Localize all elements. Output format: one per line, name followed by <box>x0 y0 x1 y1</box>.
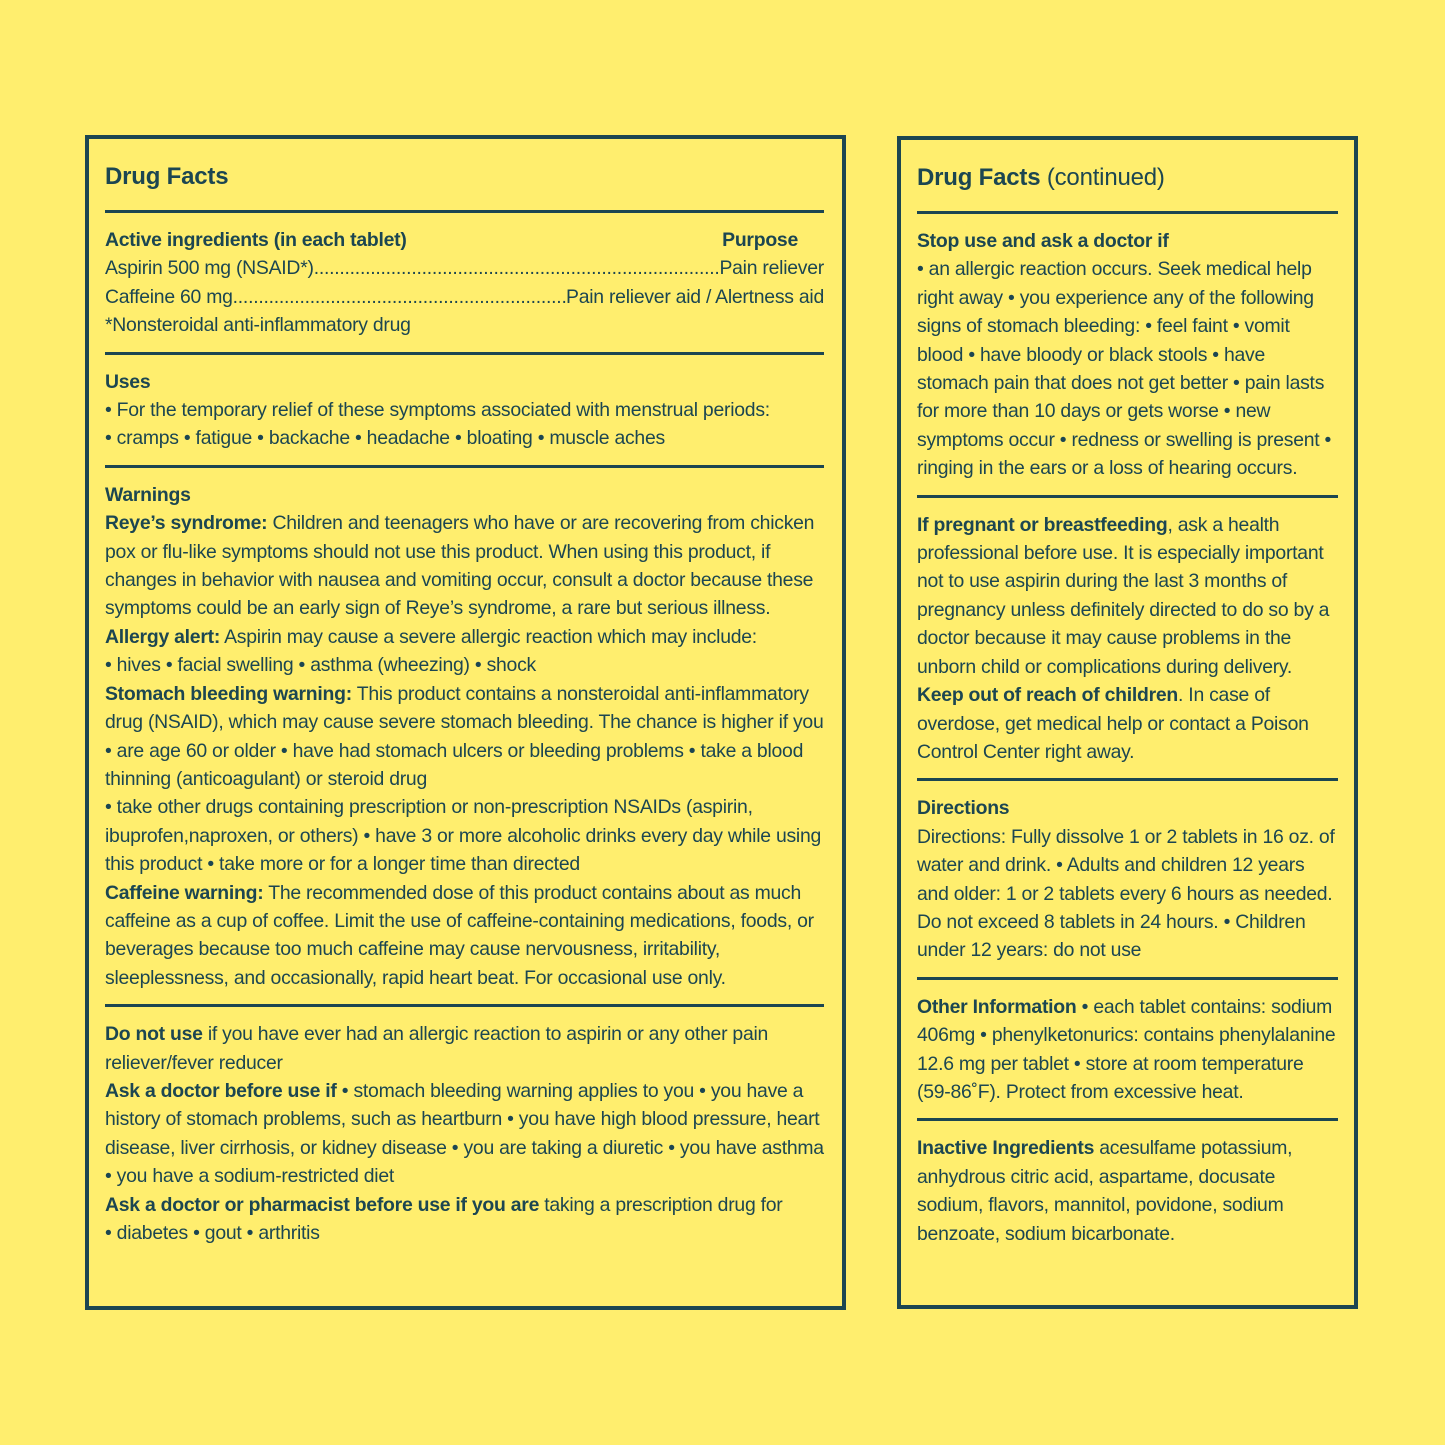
divider <box>917 778 1338 781</box>
panel-title: Drug Facts <box>105 163 229 190</box>
other-information-text: • each tablet contains: sodium 406mg • phenylketonurics: contains phenylalanine 12.6 mg per tablet • store at room temperature (59-86˚F). Protect from excessive heat. <box>917 995 1336 1103</box>
do-not-use <box>105 1020 824 1077</box>
do-not-use-label: Do not use <box>105 1023 203 1046</box>
caffeine-warning <box>105 879 824 993</box>
uses-section <box>105 368 824 453</box>
ask-doctor <box>105 1077 824 1191</box>
footnote: *Nonsteroidal anti-inflammatory drug <box>105 314 411 337</box>
reye-label: Reye’s syndrome: <box>105 512 268 535</box>
divider <box>105 465 824 468</box>
inactive-ingredients-section <box>917 1134 1338 1248</box>
divider <box>917 495 1338 498</box>
active-ingredients-heading: Active ingredients (in each tablet) <box>105 229 407 251</box>
ask-pharmacist-text: taking a prescription drug for <box>539 1193 783 1216</box>
caffeine-text: The recommended dose of this product contains about as much caffeine as a cup of coffee. Limit the use of caffeine-containing medications, foods, or beverages because too much caffeine may cause nervousness, irritability, sleeplessness, and occasionally, rapid heart beat. For occasional use only. <box>105 881 814 989</box>
divider <box>917 977 1338 980</box>
inactive-ingredients <box>917 1134 1338 1248</box>
active-ingredients-section <box>105 226 824 340</box>
ingredient-row <box>105 254 824 282</box>
ask-pharmacist-list: • diabetes • gout • arthritis <box>105 1222 320 1244</box>
pregnancy-text: , ask a health professional before use. It is especially important not to use aspirin during the last 3 months of pregnancy unless definitely directed to do so by a doctor because it may cause problems in the unborn child or complications during delivery. <box>917 513 1330 678</box>
keep-away-text: . In case of overdose, get medical help or contact a Poison Control Center right away. <box>917 684 1309 763</box>
purpose-heading: Purpose <box>722 229 798 251</box>
divider <box>105 1004 824 1007</box>
panel-title <box>917 162 1338 194</box>
ingredient-row <box>105 283 824 311</box>
ingredient-name: Aspirin 500 mg (NSAID*) <box>105 257 314 280</box>
directions-section <box>917 794 1338 964</box>
keep-away-label: Keep out of reach of children <box>917 684 1179 707</box>
pregnancy-section <box>917 511 1338 767</box>
directions-heading: Directions <box>917 797 1010 820</box>
do-not-use-text: if you have ever had an allergic reaction to aspirin or any other pain reliever/fever reducer <box>105 1023 769 1074</box>
reye-text: Children and teenagers who have or are recovering from chicken pox or flu-like symptoms should not use this product. When using this product, if changes in behavior with nausea and vomiting occur, consult a doctor because these symptoms could be an early sign of Reye’s syndrome, a rare but serious illness. <box>105 512 815 620</box>
drug-facts-panel <box>85 135 846 1310</box>
drug-facts-continued-panel <box>897 136 1358 1309</box>
allergy-alert <box>105 623 824 651</box>
ask-pharmacist-label: Ask a doctor or pharmacist before use if you are <box>105 1193 540 1216</box>
ingredient-purpose: Pain reliever <box>719 257 824 280</box>
divider <box>105 352 824 355</box>
reye-warning <box>105 509 824 623</box>
stop-use-text: • an allergic reaction occurs. Seek medical help right away • you experience any of the following signs of stomach bleeding: • feel faint • vomit blood • have bloody or black stools • have stomach pain that does not get better • pain lasts for more than 10 days or gets worse • new symptoms occur • redness or swelling is present • ringing in the ears or a loss of hearing occurs. <box>917 258 1332 480</box>
allergy-list: • hives • facial swelling • asthma (wheezing) • shock <box>105 654 536 677</box>
other-information-section <box>917 993 1338 1107</box>
warnings-heading: Warnings <box>105 483 191 506</box>
pregnancy-label: If pregnant or breastfeeding <box>917 513 1168 536</box>
inactive-ingredients-text: acesulfame potassium, anhydrous citric acid, aspartame, docusate sodium, flavors, mannitol, povidone, sodium benzoate, sodium bicarbonate. <box>917 1137 1293 1245</box>
allergy-label: Allergy alert: <box>105 625 221 648</box>
divider <box>105 210 824 213</box>
stop-use-heading: Stop use and ask a doctor if <box>917 230 1169 252</box>
panel-title-continued: (continued) <box>1040 164 1165 191</box>
other-information-label: Other Information <box>917 995 1077 1018</box>
allergy-text: Aspirin may cause a severe allergic reaction which may include: <box>220 625 757 648</box>
ask-doctor-text: • stomach bleeding warning applies to you • you have a history of stomach problems, such as heartburn • you have high blood pressure, heart disease, liver cirrhosis, or kidney disease • you are taking a diuretic • you have asthma • you have a sodium-restricted diet <box>105 1079 824 1188</box>
ask-doctor-label: Ask a doctor before use if <box>105 1079 337 1102</box>
warnings-section <box>105 481 824 992</box>
ingredient-purpose: Pain reliever aid / Alertness aid <box>566 285 824 308</box>
keep-away-warning <box>917 681 1338 766</box>
caffeine-label: Caffeine warning: <box>105 881 264 904</box>
leader-dots <box>233 283 566 311</box>
ingredient-name: Caffeine 60 mg <box>105 285 233 308</box>
active-ingredients-header <box>105 226 824 254</box>
uses-heading: Uses <box>105 370 151 393</box>
divider <box>917 211 1338 214</box>
divider <box>917 1118 1338 1121</box>
stomach-label: Stomach bleeding warning: <box>105 682 352 705</box>
uses-line: • For the temporary relief of these symptoms associated with menstrual periods: <box>105 399 770 422</box>
stop-use-section <box>917 227 1338 483</box>
uses-line: • cramps • fatigue • backache • headache • bloating • muscle aches <box>105 427 665 450</box>
directions-text: Directions: Fully dissolve 1 or 2 tablets in 16 oz. of water and drink. • Adults and children 12 years and older: 1 or 2 tablets every 6 hours as needed. Do not exceed 8 tablets in 24 hours. • Children under 12 years: do not use <box>917 825 1335 962</box>
inactive-ingredients-label: Inactive Ingredients <box>917 1137 1095 1160</box>
do-not-use-section <box>105 1020 824 1247</box>
panel-title-main: Drug Facts <box>917 164 1041 191</box>
ask-pharmacist <box>105 1191 824 1219</box>
stomach-warning <box>105 680 824 794</box>
leader-dots <box>314 254 720 282</box>
other-information <box>917 993 1338 1107</box>
pregnancy-warning <box>917 511 1338 681</box>
stomach-warning-continued: • take other drugs containing prescription or non-prescription NSAIDs (aspirin, ibuprofen,naproxen, or others) • have 3 or more alcoholic drinks every day while using this product • take more or for a longer time than directed <box>105 796 822 876</box>
stomach-text: This product contains a nonsteroidal anti-inflammatory drug (NSAID), which may cause severe stomach bleeding. The chance is higher if you • are age 60 or older • have had stomach ulcers or bleeding problems • take a blood thinning (anticoagulant) or steroid drug <box>105 682 824 790</box>
